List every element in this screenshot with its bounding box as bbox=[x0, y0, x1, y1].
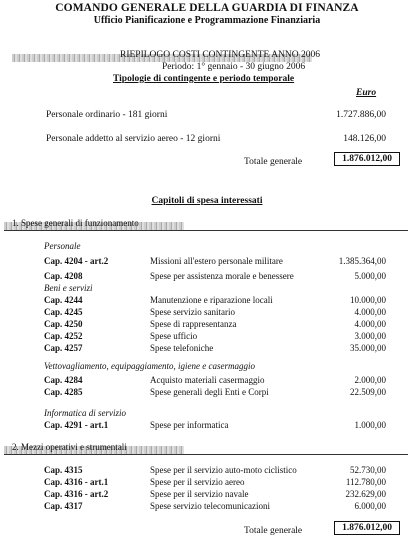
table-row bbox=[0, 271, 414, 282]
cap-amount: 5.000,00 bbox=[354, 271, 386, 281]
total-amount: 1.876.012,00 bbox=[334, 521, 400, 535]
currency-label: Euro bbox=[356, 88, 377, 98]
cap-code: Cap. 4284 bbox=[44, 375, 83, 385]
cap-desc: Spese di rappresentanza bbox=[150, 319, 237, 329]
org-title: COMANDO GENERALE DELLA GUARDIA DI FINANZA bbox=[55, 2, 359, 14]
rule bbox=[4, 454, 408, 455]
cap-code: Cap. 4257 bbox=[44, 343, 83, 353]
summary-subtitle: Tipologie di contingente e periodo temporale bbox=[113, 74, 295, 84]
summary-title: RIEPILOGO COSTI CONTINGENTE ANNO 2006 bbox=[120, 50, 321, 60]
group-vettovagliamento: Vettovagliamento, equipaggiamento, igiene e casermaggio bbox=[44, 361, 255, 371]
cap-amount: 2.000,00 bbox=[354, 375, 386, 385]
cap-code: Cap. 4204 - art.2 bbox=[44, 256, 109, 266]
cap-desc: Spese servizio sanitario bbox=[150, 307, 235, 317]
summary-row-amount: 1.727.886,00 bbox=[336, 110, 386, 120]
cap-code: Cap. 4317 bbox=[44, 501, 83, 511]
cap-desc: Spese per il servizio navale bbox=[150, 489, 249, 499]
table-row bbox=[0, 489, 414, 500]
total-label: Totale generale bbox=[244, 157, 303, 167]
cap-code: Cap. 4291 - art.1 bbox=[44, 420, 109, 430]
table-row bbox=[0, 319, 414, 330]
cap-desc: Spese per il servizio auto-moto ciclistico bbox=[150, 465, 297, 475]
cap-code: Cap. 4285 bbox=[44, 387, 83, 397]
cap-code: Cap. 4208 bbox=[44, 271, 83, 281]
cap-amount: 52.730,00 bbox=[350, 465, 386, 475]
cap-desc: Spese ufficio bbox=[150, 331, 198, 341]
table-row bbox=[0, 331, 414, 342]
group-personale: Personale bbox=[44, 241, 81, 251]
cap-amount: 1.385.364,00 bbox=[338, 256, 386, 266]
cap-amount: 232.629,00 bbox=[345, 489, 386, 499]
cap-amount: 3.000,00 bbox=[354, 331, 386, 341]
total-label: Totale generale bbox=[244, 526, 303, 536]
cap-amount: 22.509,00 bbox=[350, 387, 386, 397]
period-text: Periodo: 1° gennaio - 30 giugno 2006 bbox=[162, 62, 306, 72]
cap-desc: Acquisto materiali casermaggio bbox=[150, 375, 265, 385]
table-row bbox=[0, 501, 414, 512]
cap-amount: 4.000,00 bbox=[354, 307, 386, 317]
total-amount: 1.876.012,00 bbox=[334, 152, 400, 166]
cap-desc: Missioni all'estero personale militare bbox=[150, 256, 283, 266]
cap-code: Cap. 4316 - art.1 bbox=[44, 477, 109, 487]
table-row bbox=[0, 256, 414, 267]
cap-desc: Spese telefoniche bbox=[150, 343, 214, 353]
table-row bbox=[0, 465, 414, 476]
table-row bbox=[0, 375, 414, 386]
table-row bbox=[0, 420, 414, 431]
cap-amount: 35.000,00 bbox=[350, 343, 386, 353]
cap-code: Cap. 4252 bbox=[44, 331, 83, 341]
office-subtitle: Ufficio Pianificazione e Programmazione Finanziaria bbox=[93, 15, 321, 26]
table-row bbox=[0, 387, 414, 398]
cap-code: Cap. 4316 - art.2 bbox=[44, 489, 109, 499]
table-row bbox=[0, 307, 414, 318]
cap-amount: 1.000,00 bbox=[354, 420, 386, 430]
section1-title: 1. Spese generali di funzionamento bbox=[12, 218, 139, 228]
summary-row-amount: 148.126,00 bbox=[343, 134, 386, 144]
cap-desc: Spese generali degli Enti e Corpi bbox=[150, 387, 269, 397]
cap-code: Cap. 4245 bbox=[44, 307, 83, 317]
cap-amount: 10.000,00 bbox=[350, 295, 386, 305]
summary-row-label: Personale ordinario - 181 giorni bbox=[46, 110, 168, 120]
cap-code: Cap. 4315 bbox=[44, 465, 83, 475]
cap-amount: 6.000,00 bbox=[354, 501, 386, 511]
cap-desc: Spese per il servizio aereo bbox=[150, 477, 245, 487]
chapters-title: Capitoli di spesa interessati bbox=[151, 196, 263, 206]
group-informatica: Informatica di servizio bbox=[44, 408, 126, 418]
summary-row-label: Personale addetto al servizio aereo - 12 giorni bbox=[46, 134, 221, 144]
table-row bbox=[0, 343, 414, 354]
table-row bbox=[0, 295, 414, 306]
cap-desc: Spese per assistenza morale e benessere bbox=[150, 271, 294, 281]
cap-amount: 4.000,00 bbox=[354, 319, 386, 329]
group-beni: Beni e servizi bbox=[44, 283, 93, 293]
cap-desc: Spese servizio telecomunicazioni bbox=[150, 501, 270, 511]
cap-desc: Manutenzione e riparazione locali bbox=[150, 295, 273, 305]
cap-amount: 112.780,00 bbox=[345, 477, 386, 487]
cap-code: Cap. 4250 bbox=[44, 319, 83, 329]
table-row bbox=[0, 477, 414, 488]
cap-code: Cap. 4244 bbox=[44, 295, 83, 305]
cap-desc: Spese per informatica bbox=[150, 420, 229, 430]
section2-title: 2. Mezzi operativi e strumentali bbox=[12, 442, 127, 452]
rule bbox=[4, 230, 408, 231]
